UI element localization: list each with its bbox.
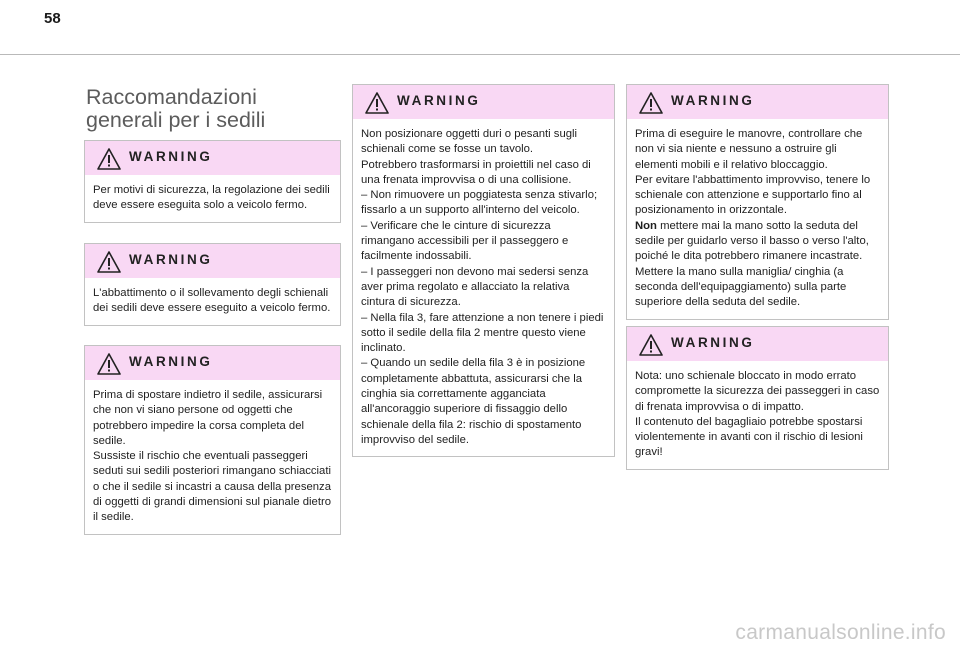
warning-text: Per motivi di sicurezza, la regolazione dei sedili deve essere eseguita solo a veicolo fermo. (93, 184, 330, 212)
warning-body (627, 119, 888, 319)
warning-text: Prima di spostare indietro il sedile, assicurarsi che non vi siano persone od oggetti che potrebbero impedire la corsa completa del sedile. (93, 389, 323, 447)
warning-body (627, 361, 888, 469)
warning-text: Prima di eseguire le manovre, controllare che non vi sia niente e nessuno a ostruire gli elementi mobili e il relativo bloccaggio. (635, 128, 863, 171)
warning-text: Il contenuto del bagagliaio potrebbe spostarsi violentemente in avanti con il rischio di lesioni gravi! (635, 415, 863, 459)
warning-label: WARNING (671, 335, 755, 350)
warning-header (627, 327, 888, 361)
warning-text (635, 219, 880, 311)
warning-text: Sussiste il rischio che eventuali passeggeri seduti sui sedili posteriori rimangano schiacciati o che il sedile si incastri a causa della presenza di oggetti di grandi dimensioni sul pianale dietro il sedile. (93, 450, 332, 524)
warning-box-backrest-folding (84, 243, 341, 326)
warning-label: WARNING (397, 93, 481, 108)
warning-text: Nota: uno schienale bloccato in modo errato compromette la sicurezza dei passeggeri in caso di frenata improvvisa o di impatto. (635, 370, 880, 413)
top-divider (0, 54, 960, 55)
warning-body (85, 278, 340, 325)
warning-text: L'abbattimento o il sollevamento degli schienali dei sedili deve essere eseguito a veicolo fermo. (93, 287, 331, 315)
warning-list-item: – Non rimuovere un poggiatesta senza stivarlo; fissarlo a un supporto all'interno del veicolo. (361, 189, 598, 217)
warning-header (85, 141, 340, 175)
warning-header (627, 85, 888, 119)
warning-body (353, 119, 614, 456)
warning-text-rest: mettere mai la mano sotto la seduta del sedile per guidarlo verso il basso o verso l'alto, poiché le dita potrebbero rimanere incastrate. Mettere la mano sulla maniglia/ cinghia (a seconda dell'equipaggiamento) sulla parte superiore della seduta del sedile. (635, 219, 869, 309)
warning-header (353, 85, 614, 119)
warning-box-seat-adjustment (84, 140, 341, 223)
warning-text: Non posizionare oggetti duri o pesanti sugli schienali come se fosse un tavolo. (361, 128, 578, 156)
warning-emphasis: Non (635, 219, 657, 232)
warning-body (85, 175, 340, 222)
warning-triangle-icon (365, 92, 389, 114)
page-number: 58 (44, 10, 61, 27)
warning-label: WARNING (671, 93, 755, 108)
warning-list-item: – I passeggeri non devono mai sedersi senza aver prima regolato e allacciato la relativa cintura di sicurezza. (361, 265, 589, 309)
warning-header (85, 244, 340, 278)
warning-label: WARNING (129, 149, 213, 164)
warning-triangle-icon (97, 148, 121, 170)
warning-text: Per evitare l'abbattimento improvviso, tenere lo schienale con attenzione e supportarlo fino al posizionamento in orizzontale. (635, 173, 871, 217)
warning-triangle-icon (639, 334, 663, 356)
warning-list-item: – Nella fila 3, fare attenzione a non tenere i piedi sotto il sedile della fila 2 mentre questo viene inclinato. (361, 311, 604, 355)
warning-triangle-icon (639, 92, 663, 114)
warning-box-headrest-belts (352, 84, 615, 457)
warning-list-item: – Verificare che le cinture di sicurezza rimangano accessibili per il passeggero e facilmente indossabili. (361, 219, 569, 263)
warning-body (85, 380, 340, 534)
warning-text: Potrebbero trasformarsi in proiettili nel caso di una frenata improvvisa o di una collisione. (361, 158, 591, 186)
warning-triangle-icon (97, 251, 121, 273)
warning-box-manoeuvres (626, 84, 889, 320)
watermark-text: carmanualsonline.info (735, 621, 946, 644)
warning-box-seat-backward (84, 345, 341, 535)
warning-header (85, 346, 340, 380)
warning-label: WARNING (129, 252, 213, 267)
warning-box-locked-backrest (626, 326, 889, 470)
warning-label: WARNING (129, 354, 213, 369)
section-title: Raccomandazioni generali per i sedili (86, 85, 266, 132)
warning-list-item: – Quando un sedile della fila 3 è in posizione completamente abbattuta, assicurarsi che la cinghia sia correttamente agganciata all'ancoraggio superiore di fissaggio dello schienale della fila 2: rischio di spostamento improvviso del sedile. (361, 357, 586, 446)
warning-triangle-icon (97, 353, 121, 375)
